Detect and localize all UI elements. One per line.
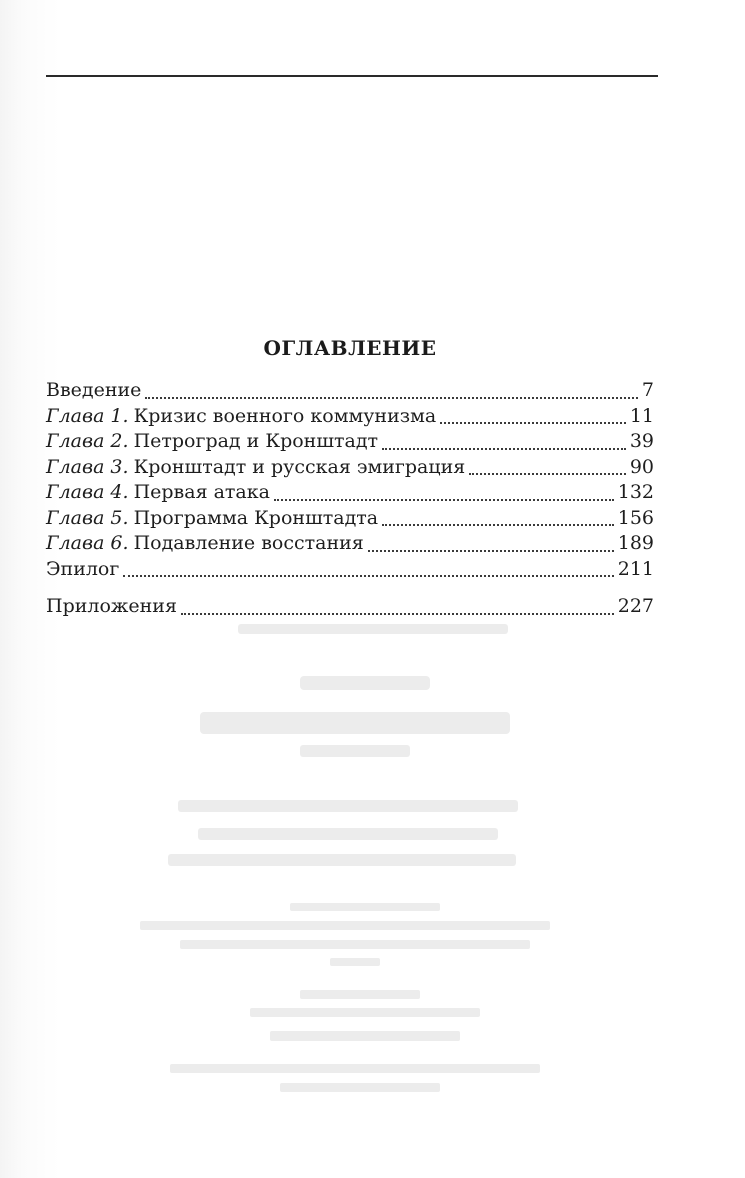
toc-entry-title: Приложения: [46, 595, 177, 617]
toc-entry-prefix: Глава 6.: [46, 532, 129, 554]
toc-entry-appendices: [46, 594, 654, 620]
toc-entry-page: 11: [629, 404, 654, 427]
dot-leader: [181, 613, 614, 615]
toc-entry-chapter-4: [46, 480, 654, 506]
dot-leader: [440, 422, 626, 424]
toc-entry-page: 39: [629, 430, 654, 452]
toc-entry-title: Эпилог: [46, 557, 120, 580]
toc-entry-page: 227: [617, 595, 654, 617]
toc-entry-chapter-5: [46, 506, 654, 532]
toc-entry-prefix: Глава 3.: [46, 455, 129, 478]
toc-entry-page: 211: [617, 557, 654, 580]
toc-entry-epilogue: [46, 557, 654, 583]
toc-entry-prefix: Глава 5.: [46, 506, 129, 529]
toc-entry-title: Первая атака: [133, 481, 270, 503]
toc-entry-page: 189: [617, 532, 654, 554]
dot-leader: [382, 524, 614, 526]
toc-entry-page: 7: [641, 379, 654, 401]
dot-leader: [123, 575, 613, 577]
toc-entry-chapter-1: [46, 404, 654, 430]
dot-leader: [145, 397, 637, 399]
toc-entry-prefix: Глава 4.: [46, 481, 129, 503]
dot-leader: [382, 448, 626, 450]
dot-leader: [368, 550, 614, 552]
dot-leader: [469, 473, 626, 475]
toc-heading: ОГЛАВЛЕНИЕ: [263, 336, 437, 360]
toc-entry-chapter-2: [46, 429, 654, 455]
toc-entry-page: 156: [617, 506, 654, 529]
toc-entry-title: Программа Кронштадта: [133, 506, 379, 529]
toc-entry-chapter-3: [46, 455, 654, 481]
toc-entry-prefix: Глава 2.: [46, 430, 129, 452]
top-rule: [46, 75, 658, 77]
toc-entry-prefix: Глава 1.: [46, 404, 129, 427]
toc-entry-title: Кронштадт и русская эмиграция: [133, 455, 466, 478]
toc-entry-introduction: [46, 378, 654, 404]
dot-leader: [274, 499, 614, 501]
table-of-contents: [46, 378, 654, 620]
toc-entry-title: Кризис военного коммунизма: [133, 404, 437, 427]
toc-entry-chapter-6: [46, 531, 654, 557]
toc-entry-title: Введение: [46, 379, 142, 401]
toc-entry-title: Подавление восстания: [133, 532, 364, 554]
toc-entry-title: Петроград и Кронштадт: [133, 430, 379, 452]
toc-entry-page: 90: [629, 455, 654, 478]
toc-entry-page: 132: [617, 481, 654, 503]
